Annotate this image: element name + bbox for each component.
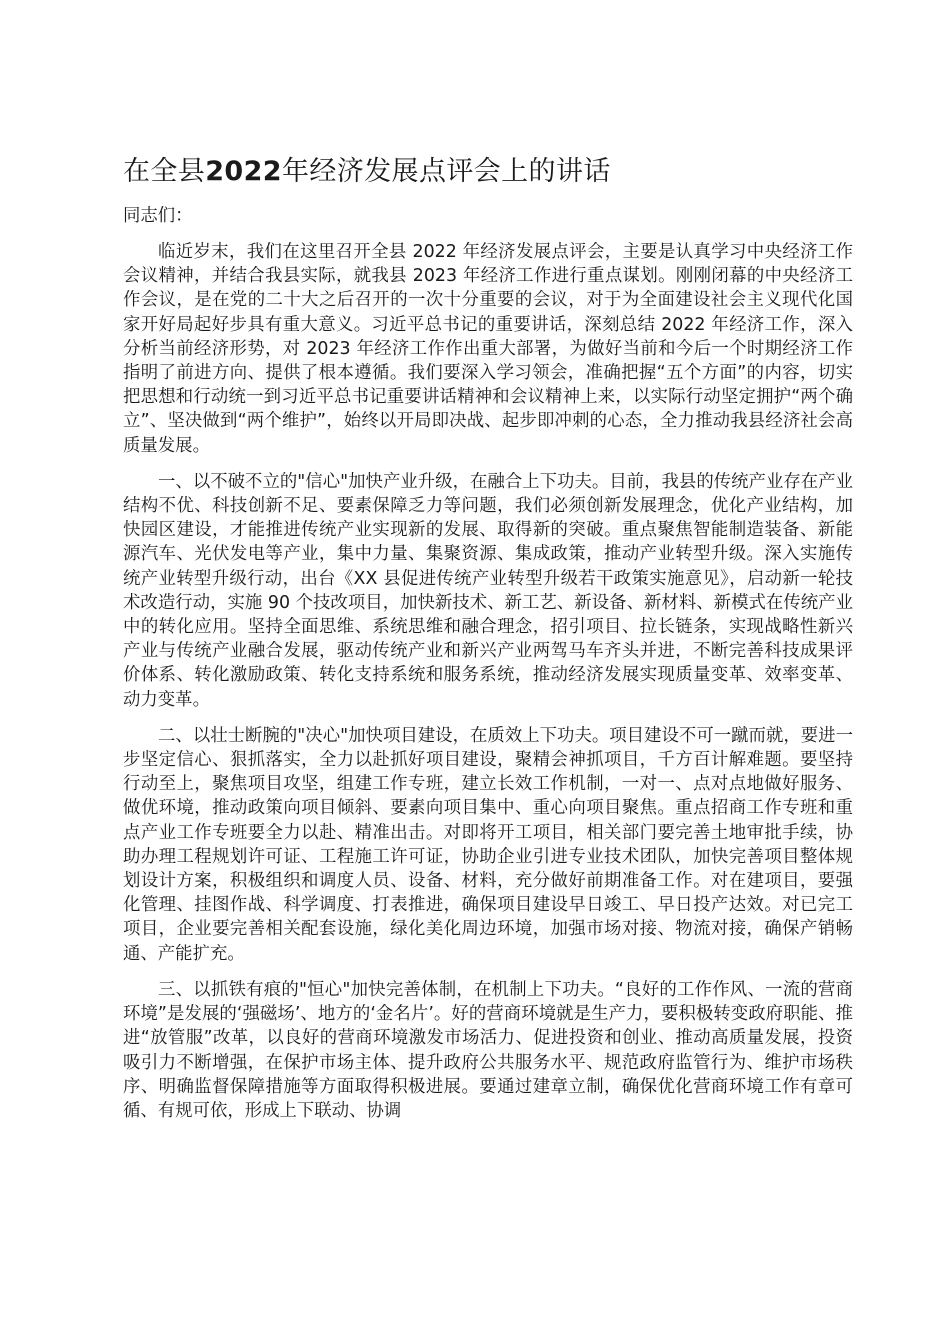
paragraph-section-1: 一、以不破不立的"信心"加快产业升级，在融合上下功夫。目前，我县的传统产业存在产业结构不优、科技创新不足、要素保障乏力等问题，我们必须创新发展理念，优化产业结构，加快园区建设，才能推进传统产业实现新的发展、取得新的突破。重点聚焦智能制造装备、新能源汽车、光伏发电等产业，集中力量、集聚资源、集成政策，推动产业转型升级。深入实施传统产业转型升级行动，出台《XX 县促进传统产业转型升级若干政策实施意见》，启动新一轮技术改造行动，实施 90 个技改项目，加快新技术、新工艺、新设备、新材料、新模式在传统产业中的转化应用。坚持全面思维、系统思维和融合理念，招引项目、拉长链条，实现战略性新兴产业与传统产业融合发展，驱动传统产业和新兴产业两驾马车齐头并进，不断完善科技成果评价体系、转化激励政策、转化支持系统和服务系统，推动经济发展实现质量变革、效率变革、动力变革。	[123, 471, 853, 710]
greeting: 同志们：	[123, 206, 193, 226]
title-suffix: 年经济发展点评会上的讲话	[281, 156, 611, 187]
paragraph-section-3: 三、以抓铁有痕的"恒心"加快完善体制，在机制上下功夫。“良好的工作作风、一流的营商环境”是发展的‘强磁场’、地方的‘金名片’。好的营商环境就是生产力，要积极转变政府职能、推进“放管服”改革，以良好的营商环境激发市场活力、促进投资和创业、推动高质量发展，投资吸引力不断增强，在保护市场主体、提升政府公共服务水平、规范政府监管行为、维护市场秩序、明确监督保障措施等方面取得积极进展。要通过建章立制，确保优化营商环境工作有章可循、有规可依，形成上下联动、协调	[123, 979, 853, 1121]
title-year: 2022	[205, 156, 282, 187]
paragraph-intro: 临近岁末，我们在这里召开全县 2022 年经济发展点评会，主要是认真学习中央经济工作会议精神，并结合我县实际，就我县 2023 年经济工作进行重点谋划。刚刚闭幕的中央经济工作会议，是在党的二十大之后召开的一次十分重要的会议，对于为全面建设社会主义现代化国家开好局起好步具有重大意义。习近平总书记的重要讲话，深刻总结 2022 年经济工作，深入分析当前经济形势，对 2023 年经济工作作出重大部署，为做好当前和今后一个时期经济工作指明了前进方向、提供了根本遵循。我们要深入学习领会，准确把握“五个方面”的内容，切实把思想和行动统一到习近平总书记重要讲话精神和会议精神上来，以实际行动坚定拥护“两个确立”、坚决做到“两个维护”，始终以开局即决战、起步即冲刺的心态，全力推动我县经济社会高质量发展。	[123, 242, 853, 456]
paragraph-section-2: 二、以壮士断腕的"决心"加快项目建设，在质效上下功夫。项目建设不可一蹴而就，要进一步坚定信心、狠抓落实，全力以赴抓好项目建设，聚精会神抓项目，千方百计解难题。要坚持行动至上，聚焦项目攻坚，组建工作专班，建立长效工作机制，一对一、点对点地做好服务、做优环境，推动政策向项目倾斜、要素向项目集中、重心向项目聚焦。重点招商工作专班和重点产业工作专班要全力以赴、精准出击。对即将开工项目，相关部门要完善土地审批手续，协助办理工程规划许可证、工程施工许可证，协助企业引进专业技术团队，加快完善项目整体规划设计方案，积极组织和调度人员、设备、材料，充分做好前期准备工作。对在建项目，要强化管理、挂图作战、科学调度、打表推进，确保项目建设早日竣工、早日投产达效。对已完工项目，企业要完善相关配套设施，绿化美化周边环境，加强市场对接、物流对接，确保产销畅通、产能扩充。	[123, 725, 853, 964]
document-page	[123, 152, 853, 1135]
document-title	[123, 152, 853, 192]
title-prefix: 在全县	[123, 156, 206, 187]
